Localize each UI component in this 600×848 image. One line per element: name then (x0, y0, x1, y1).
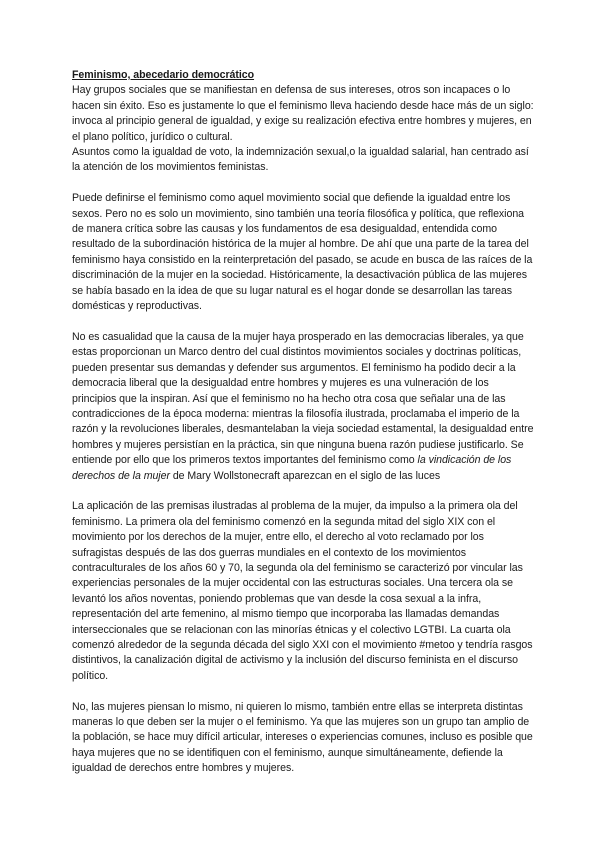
paragraph-democracy-end: de Mary Wollstonecraft aparezcan en el siglo de las luces (169, 469, 441, 482)
paragraph-democracy (72, 330, 534, 484)
document-title: Feminismo, abecedario democrático (72, 69, 255, 81)
paragraph-definition: Puede definirse el feminismo como aquel movimiento social que defiende la igualdad entre los sexos. Pero no es solo un movimiento, sino también una teoría filosófica y política, que reflexiona de manera crítica sobre las causas y los fundamentos de esa desigualdad, entendida como resultado de la subordinación histórica de la mujer al hombre. De ahí que una parte de la tarea del feminismo haya consistido en la reinterpretación del pasado, se acude en busca de las raíces de la discriminación de la mujer en la sociedad. Históricamente, la desactivación pública de las mujeres se había basado en la idea de que su lugar natural es el hogar donde se desarrollan las tareas domésticas y reproductivas. (72, 192, 533, 313)
paragraph-diversity: No, las mujeres piensan lo mismo, ni quieren lo mismo, también entre ellas se interpreta distintas maneras lo que deben ser la mujer o el feminismo. Ya que las mujeres son un grupo tan amplio de la población, se hace muy difícil articular, intereses o experiencias comunes, incluso es posible que haya mujeres que no se identifiquen con el feminismo, aunque simultáneamente, defiende la igualdad de derechos entre hombres y mujeres. (72, 700, 533, 775)
paragraph-democracy-text: No es casualidad que la causa de la mujer haya prosperado en las democracias liberales, ya que estas proporcionan un Marco dentro del cual distintos movimientos sociales y doctrinas políticas, pueden presentar sus demandas y defender sus argumentos. El feminismo ha podido decir a la democracia liberal que la desigualdad entre hombres y mujeres es una vulneración de los principios que la inspiran. Así que el feminismo no ha hecho otra cosa que señalar una de las contradicciones de la época moderna: mientras la filosofía ilustrada, proclamaba el imperio de la razón y la revoluciones liberales, desmantelaban la vieja sociedad estamental, la desigualdad entre hombres y mujeres persistían en la práctica, sin que ninguna buena razón pudiese justificarlo. Se entiende por ello que los primeros textos importantes del feminismo como (72, 330, 534, 467)
paragraph-gap (72, 484, 534, 499)
paragraph-waves: La aplicación de las premisas ilustradas al problema de la mujer, da impulso a la primera ola del feminismo. La primera ola del feminismo comenzó en la segunda mitad del siglo XIX con el movimiento por los derechos de la mujer, entre ello, el derecho al voto reclamado por los sufragistas después de las dos guerras mundiales en el contexto de los movimientos contraculturales de los años 60 y 70, la segunda ola del feminismo se caracterizó por vincular las experiencias personales de la mujer occidental con las estructuras sociales. Una tercera ola se levantó los años noventas, poniendo problemas que van desde la cosa sexual a la infra, representación del arte femenino, al mismo tiempo que incorporaba las llamadas demandas interseccionales que se relacionan con las minorías étnicas y el colectivo LGTBI. La cuarta ola comenzó alrededor de la segunda década del siglo XXI con el movimiento #metoo y tendría rasgos distintivos, la canalización digital de activismo y la inclusión del discurso feminista en el discurso político. (72, 500, 533, 682)
document-page (72, 68, 534, 777)
paragraph-gap (72, 314, 534, 329)
paragraph-gap (72, 176, 534, 191)
paragraph-topics: Asuntos como la igualdad de voto, la indemnización sexual,o la igualdad salarial, han centrado así la atención de los movimientos feministas. (72, 146, 529, 174)
paragraph-intro: Hay grupos sociales que se manifiestan en defensa de sus intereses, otros son incapaces o lo hacen sin éxito. Eso es justamente lo que el feminismo lleva haciendo desde hace más de un siglo: invoca al principio general de igualdad, y exige su realización efectiva entre hombres y mujeres, en el plano político, jurídico o cultural. (72, 84, 534, 143)
book-title: la vindicación de los derechos de la mujer (72, 454, 512, 482)
paragraph-gap (72, 684, 534, 699)
